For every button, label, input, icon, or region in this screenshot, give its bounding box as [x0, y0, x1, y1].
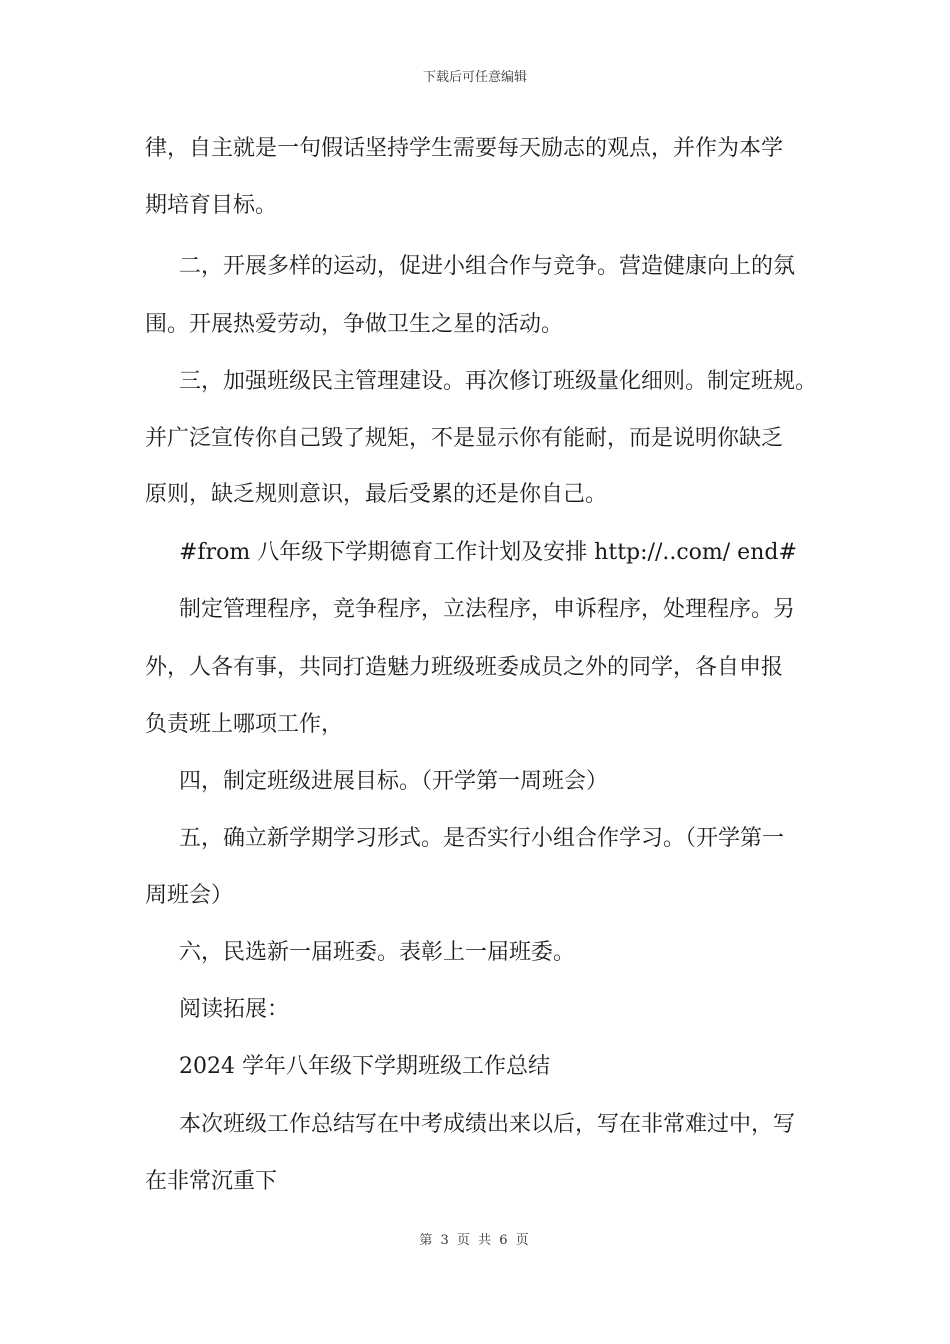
text-line: #from 八年级下学期德育工作计划及安排 http://..com/ end#: [179, 540, 797, 565]
text-line: 2024 学年八年级下学期班级工作总结: [179, 1054, 550, 1079]
text-line: 负责班上哪项工作，: [145, 712, 344, 737]
text-line: 制定管理程序，竞争程序，立法程序，申诉程序，处理程序。另: [179, 597, 796, 622]
text-line: 阅读拓展：: [179, 997, 290, 1022]
text-line: 律，自主就是一句假话坚持学生需要每天励志的观点，并作为本学: [145, 136, 784, 161]
text-line: 围。开展热爱劳动，争做卫生之星的活动。: [145, 312, 564, 337]
text-line: 五，确立新学期学习形式。是否实行小组合作学习。（开学第一: [179, 826, 785, 851]
text-line: 外，人各有事，共同打造魅力班级班委成员之外的同学，各自申报: [145, 655, 784, 680]
text-line: 期培育目标。: [145, 193, 278, 218]
text-line: 六，民选新一届班委。表彰上一届班委。: [179, 940, 576, 965]
text-line: 四，制定班级进展目标。（开学第一周班会）: [179, 769, 609, 794]
text-line: 三，加强班级民主管理建设。再次修订班级量化细则。制定班规。: [179, 369, 818, 394]
text-line: 周班会）: [145, 883, 234, 908]
page-header: 下载后可任意编辑: [422, 70, 527, 85]
text-line: 二，开展多样的运动，促进小组合作与竞争。营造健康向上的氛: [179, 254, 796, 279]
page-footer: 第 3 页 共 6 页: [419, 1233, 531, 1248]
text-line: 在非常沉重下: [145, 1169, 278, 1194]
text-line: 原则，缺乏规则意识，最后受累的还是你自己。: [145, 482, 608, 507]
text-line: 并广泛宣传你自己毁了规矩，不是显示你有能耐，而是说明你缺乏: [145, 426, 784, 451]
text-line: 本次班级工作总结写在中考成绩出来以后，写在非常难过中，写: [179, 1112, 796, 1137]
